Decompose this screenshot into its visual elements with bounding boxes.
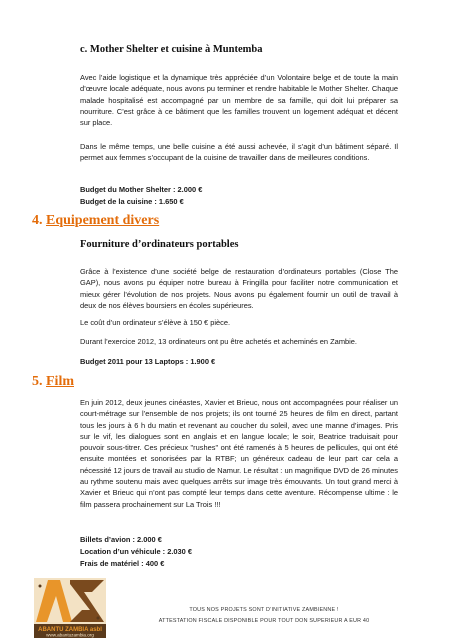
logo-text: ABANTU ZAMBIA asbl <box>38 627 102 633</box>
section-4-paragraph-2: Le coût d’un ordinateur s’élève à 150 € pièce. <box>80 318 231 327</box>
section-c-title: c. Mother Shelter et cuisine à Muntemba <box>80 44 263 55</box>
section-4-paragraph-3: Durant l’exercice 2012, 13 ordinateurs ont pu être achetés et acheminés en Zambie. <box>80 337 357 346</box>
section-5-heading <box>32 374 74 390</box>
section-c-paragraph-1: Avec l’aide logistique et la dynamique très appréciée d’un Volontaire belge et de toute la main d’œuvre locale adéquate, nous avons pu terminer et rendre habitable le Mother Shelter. Chaque malade hospitalisé est accompagné par un membre de sa famille, qui doit lui préparer sa nourriture. C’est grâce à ce bâtiment que les familles trouvent un logement adéquat et décent sur place. <box>80 73 398 128</box>
budget-laptops: Budget 2011 pour 13 Laptops : 1.900 € <box>80 357 216 366</box>
footer-line-2: ATTESTATION FISCALE DISPONIBLE POUR TOUT DON SUPERIEUR A EUR 40 <box>158 618 370 624</box>
cost-vehicle-rental: Location d’un véhicule : 2.030 € <box>80 547 193 556</box>
section-4-heading <box>32 213 159 229</box>
section-c-paragraph-2: Dans le même temps, une belle cuisine a été aussi achevée, il s’agit d’un bâtiment séparé. Il permet aux femmes s’occupant de la cuisine de travailler dans de meilleures conditions. <box>80 142 398 163</box>
cost-plane-tickets: Billets d’avion : 2.000 € <box>80 535 162 544</box>
section-4-paragraph-1: Grâce à l’existence d’une société belge de restauration d’ordinateurs portables (Close The GAP), nous avons pu équiper notre bureau à Fringilla pour faciliter notre communication et mieux gérer l’évolution de nos projets. Nous avons pu également fournir un outil de travail à deux de nos élèves boursiers en écoles supérieures. <box>80 267 398 310</box>
budget-kitchen: Budget de la cuisine : 1.650 € <box>80 197 184 206</box>
section-5-number: 5. <box>32 374 43 389</box>
budget-mother-shelter: Budget du Mother Shelter : 2.000 € <box>80 185 203 194</box>
section-4-title: Equipement divers <box>46 213 160 228</box>
section-5-paragraph-1: En juin 2012, deux jeunes cinéastes, Xavier et Brieuc, nous ont accompagnées pour réaliser un court-métrage sur l’ensemble de nos projets; ils ont tourné 25 heures de film en direct, partant tous les jours à 6 h du matin et revenant au coucher du soleil, avec une manne d’images. Pris sur le vif, les dialogues sont en anglais et en langue locale; le soir, Beatrice traduisait pour pouvoir sous-titrer. Ces précieux "rushes" ont été ramenés à 5 heures de pellicules, qui ont été ensuite montées et sonorisées par la RTBF; un généreux cadeau de leur part car cela a nécessité 12 jours de travail au studio de Namur. Le résultat : un magnifique DVD de 26 minutes au rythme soutenu mais avec quelques arrêts sur image très émouvants. Un tout grand merci à Xavier et Brieuc qui n’ont pas compté leur temps dans cette aventure. Récompense ultime : le film passera prochainement sur La Trois !!! <box>80 398 398 509</box>
section-4-subtitle: Fourniture d’ordinateurs portables <box>80 239 239 250</box>
abantu-zambia-logo <box>34 578 106 638</box>
logo-url: www.abantuzambia.org <box>46 632 94 638</box>
section-5-title: Film <box>46 374 74 389</box>
cost-equipment: Frais de matériel : 400 € <box>80 559 165 568</box>
footer-line-1: TOUS NOS PROJETS SONT D’INITIATIVE ZAMBIENNE ! <box>189 607 339 613</box>
section-4-number: 4. <box>32 213 43 228</box>
logo-graphic <box>34 578 106 638</box>
